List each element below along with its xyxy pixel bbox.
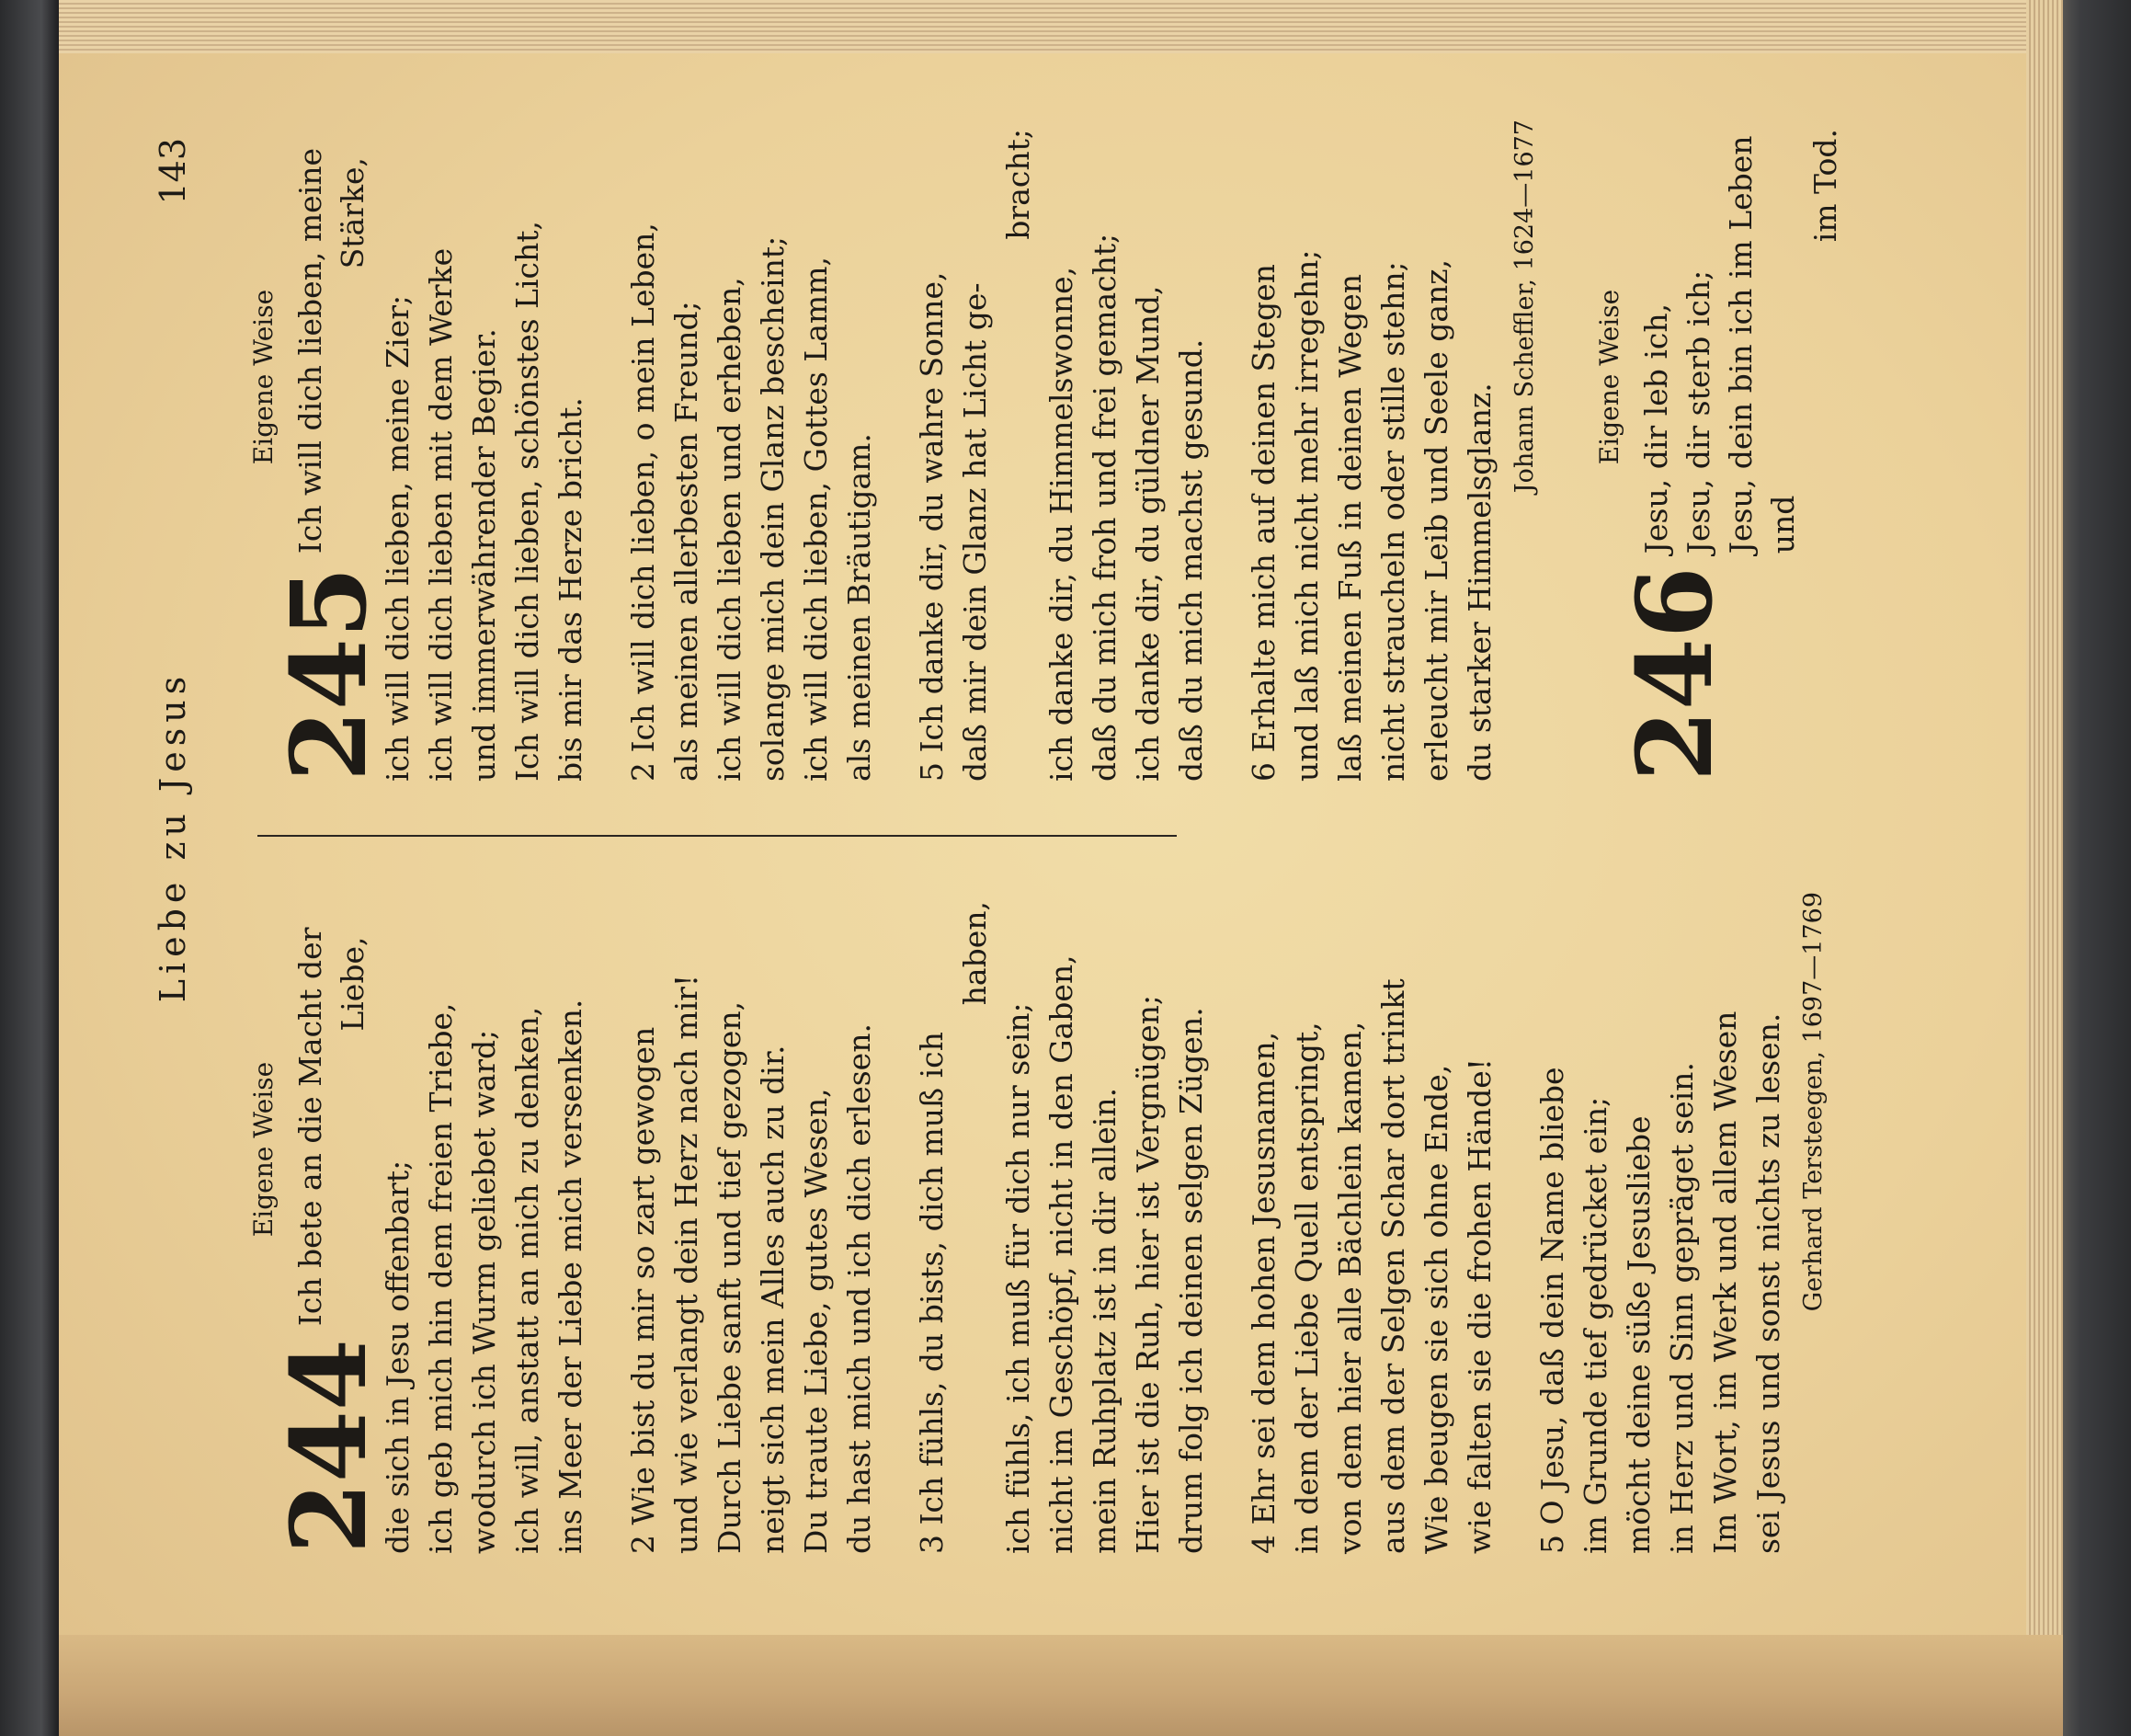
hymn-head (1615, 120, 1847, 782)
verse-line: ich geb mich hin dem freien Triebe, (423, 1002, 459, 1554)
verse-line: 6 Erhalte mich auf deinen Stegen (1246, 264, 1282, 782)
verse-line: Im Wort, im Werk und allem Wesen (1707, 1011, 1743, 1554)
verse-line: ich danke dir, du güldner Mund, (1130, 285, 1166, 782)
verse-line: im Grunde tief gedrücket ein; (1578, 1096, 1613, 1554)
verse-line: du hast mich und ich dich erlesen. (841, 1023, 877, 1554)
page-edges-top (59, 0, 2063, 53)
page-edges-right (2026, 0, 2063, 1736)
page-edges-bottom (59, 1635, 2063, 1736)
verse-line: Du traute Liebe, gutes Wesen, (798, 1088, 834, 1554)
running-header (147, 120, 211, 1554)
header-title: Liebe zu Jesus (153, 670, 193, 1003)
verse-line-continuation: im Tod. (1807, 129, 1843, 243)
verse-line: Jesu, dir sterb ich; (1681, 269, 1716, 554)
hymn-number: 245 (269, 566, 390, 782)
verse-line: ich fühls, ich muß für dich nur sein; (1000, 1002, 1036, 1554)
hymn-first-line (284, 928, 374, 1327)
verse-line: ich danke dir, du Himmelswonne, (1043, 266, 1079, 782)
verse-line: daß du mich machst gesund. (1173, 338, 1209, 782)
first-line-continuation: Stärke, (335, 156, 370, 269)
first-line-text: Ich bete an die Macht der (292, 927, 328, 1327)
verse-line: Durch Liebe sanft und tief gezogen, (712, 1000, 747, 1554)
verse-line: aus dem der Selgen Schar dort trinkt (1375, 978, 1411, 1554)
first-line-continuation: Liebe, (335, 936, 370, 1032)
verse-line: als meinen Bräutigam. (841, 433, 877, 782)
verse-line: nicht straucheln oder stille stehn; (1375, 261, 1411, 782)
verse-line: in Herz und Sinn gepräget sein. (1664, 1062, 1700, 1554)
verse-line-continuation: bracht; (1000, 129, 1036, 240)
verse-line: Wie beugen sie sich ohne Ende, (1419, 1064, 1454, 1554)
hymn-head (269, 892, 390, 1554)
verse-line: drum folg ich deinen selgen Zügen. (1173, 1007, 1209, 1554)
stanza-6 (1242, 120, 1501, 782)
stanza-2 (621, 892, 881, 1554)
verse-line: wie falten sie die frohen Hände! (1462, 1057, 1498, 1554)
verse-line: 5 Ich danke dir, du wahre Sonne, (914, 271, 950, 782)
page-number: 143 (153, 138, 193, 205)
tune-label: Eigene Weise (248, 1061, 279, 1238)
verse-line: 3 Ich fühls, du bists, dich muß ich (914, 1032, 950, 1554)
stanza-5 (910, 120, 1213, 782)
verse-line: erleucht mir Leib und Seele ganz, (1419, 258, 1454, 782)
first-line-text: Ich will dich lieben, meine (292, 147, 328, 554)
verse-line: wodurch ich Wurm geliebet ward; (466, 1029, 502, 1554)
stanza-5 (1531, 892, 1790, 1554)
hymn-245 (248, 120, 1539, 782)
verse-line: ich will dich lieben mit dem Werke (423, 247, 459, 782)
verse-line: daß du mich froh und frei gemacht; (1087, 233, 1122, 782)
verse-line: von dem hier alle Bächlein kamen, (1332, 1021, 1368, 1554)
verse-line: und immerwährender Begier. (466, 328, 502, 782)
tune-label: Eigene Weise (248, 289, 279, 465)
verse-line: Jesu, dir leb ich, (1638, 303, 1674, 554)
verse-line: als meinen allerbesten Freund; (668, 301, 704, 782)
hymn-head (269, 120, 390, 782)
verse-line: die sich in Jesu offenbart; (380, 1159, 416, 1554)
verse-line: mein Ruhplatz ist in dir allein. (1087, 1087, 1122, 1554)
stanza-1 (376, 892, 592, 1554)
verse-line: ich will, anstatt an mich zu denken, (509, 1006, 545, 1554)
column-divider (257, 835, 1177, 837)
rotated-text-block (147, 120, 1857, 1554)
hymn-number: 244 (269, 1339, 390, 1554)
verse-line: ins Meer der Liebe mich versenken. (553, 999, 588, 1554)
column-left (248, 892, 1828, 1554)
verse-line: und wie verlangt dein Herz nach mir! (668, 974, 704, 1554)
tune-label: Eigene Weise (1594, 289, 1624, 465)
verse-line-continuation: haben, (957, 901, 993, 1006)
author-credit: Gerhard Tersteegen, 1697—1769 (1799, 892, 1828, 1312)
verse-line: Ich will dich lieben, schönstes Licht, (509, 221, 545, 782)
hymn-246 (1594, 120, 1847, 782)
verse-line: möcht deine süße Jesusliebe (1621, 1115, 1657, 1554)
verse-line: du starker Himmelsglanz. (1462, 383, 1498, 782)
hymn-first-line (284, 148, 374, 554)
verse-line: bis mir das Herze bricht. (553, 397, 588, 782)
verse-line: Jesu, dein bin ich im Leben und (1723, 135, 1801, 554)
verse-line: ich will dich lieben, Gottes Lamm, (798, 257, 834, 782)
verse-line: laß meinen Fuß in deinen Wegen (1332, 273, 1368, 782)
stanza-3 (910, 892, 1213, 1554)
verse-line: Hier ist die Ruh, hier ist Vergnügen; (1130, 994, 1166, 1554)
verse-line: nicht im Geschöpf, nicht in den Gaben, (1043, 954, 1079, 1554)
verse-line: daß mir dein Glanz hat Licht ge- (957, 282, 993, 782)
hymn-number: 246 (1615, 566, 1736, 782)
verse-line: neigt sich mein Alles auch zu dir. (755, 1045, 791, 1554)
verse-line: 2 Ich will dich lieben, o mein Leben, (625, 223, 661, 782)
verse-line: in dem der Liebe Quell entspringt, (1289, 1022, 1325, 1554)
verse-line: solange mich dein Glanz bescheint; (755, 235, 791, 782)
stanza-1 (376, 120, 592, 782)
verse-line: 5 O Jesu, daß dein Name bliebe (1534, 1067, 1570, 1554)
verse-line: ich will dich lieben und erheben, (712, 277, 747, 782)
hymn-lines (1630, 120, 1847, 554)
book-cover-left (0, 0, 59, 1736)
verse-line: 2 Wie bist du mir so zart gewogen (625, 1026, 661, 1554)
column-right (248, 120, 1847, 782)
verse-line: und laß mich nicht mehr irregehn; (1289, 249, 1325, 782)
stanza-2 (621, 120, 881, 782)
stanza-4 (1242, 892, 1501, 1554)
verse-line: 4 Ehr sei dem hohen Jesusnamen, (1246, 1031, 1282, 1554)
hymn-244 (248, 892, 1828, 1554)
author-credit: Johann Scheffler, 1624—1677 (1510, 120, 1539, 494)
verse-line: ich will dich lieben, meine Zier; (380, 294, 416, 782)
verse-line: sei Jesus und sonst nichts zu lesen. (1750, 1012, 1786, 1554)
